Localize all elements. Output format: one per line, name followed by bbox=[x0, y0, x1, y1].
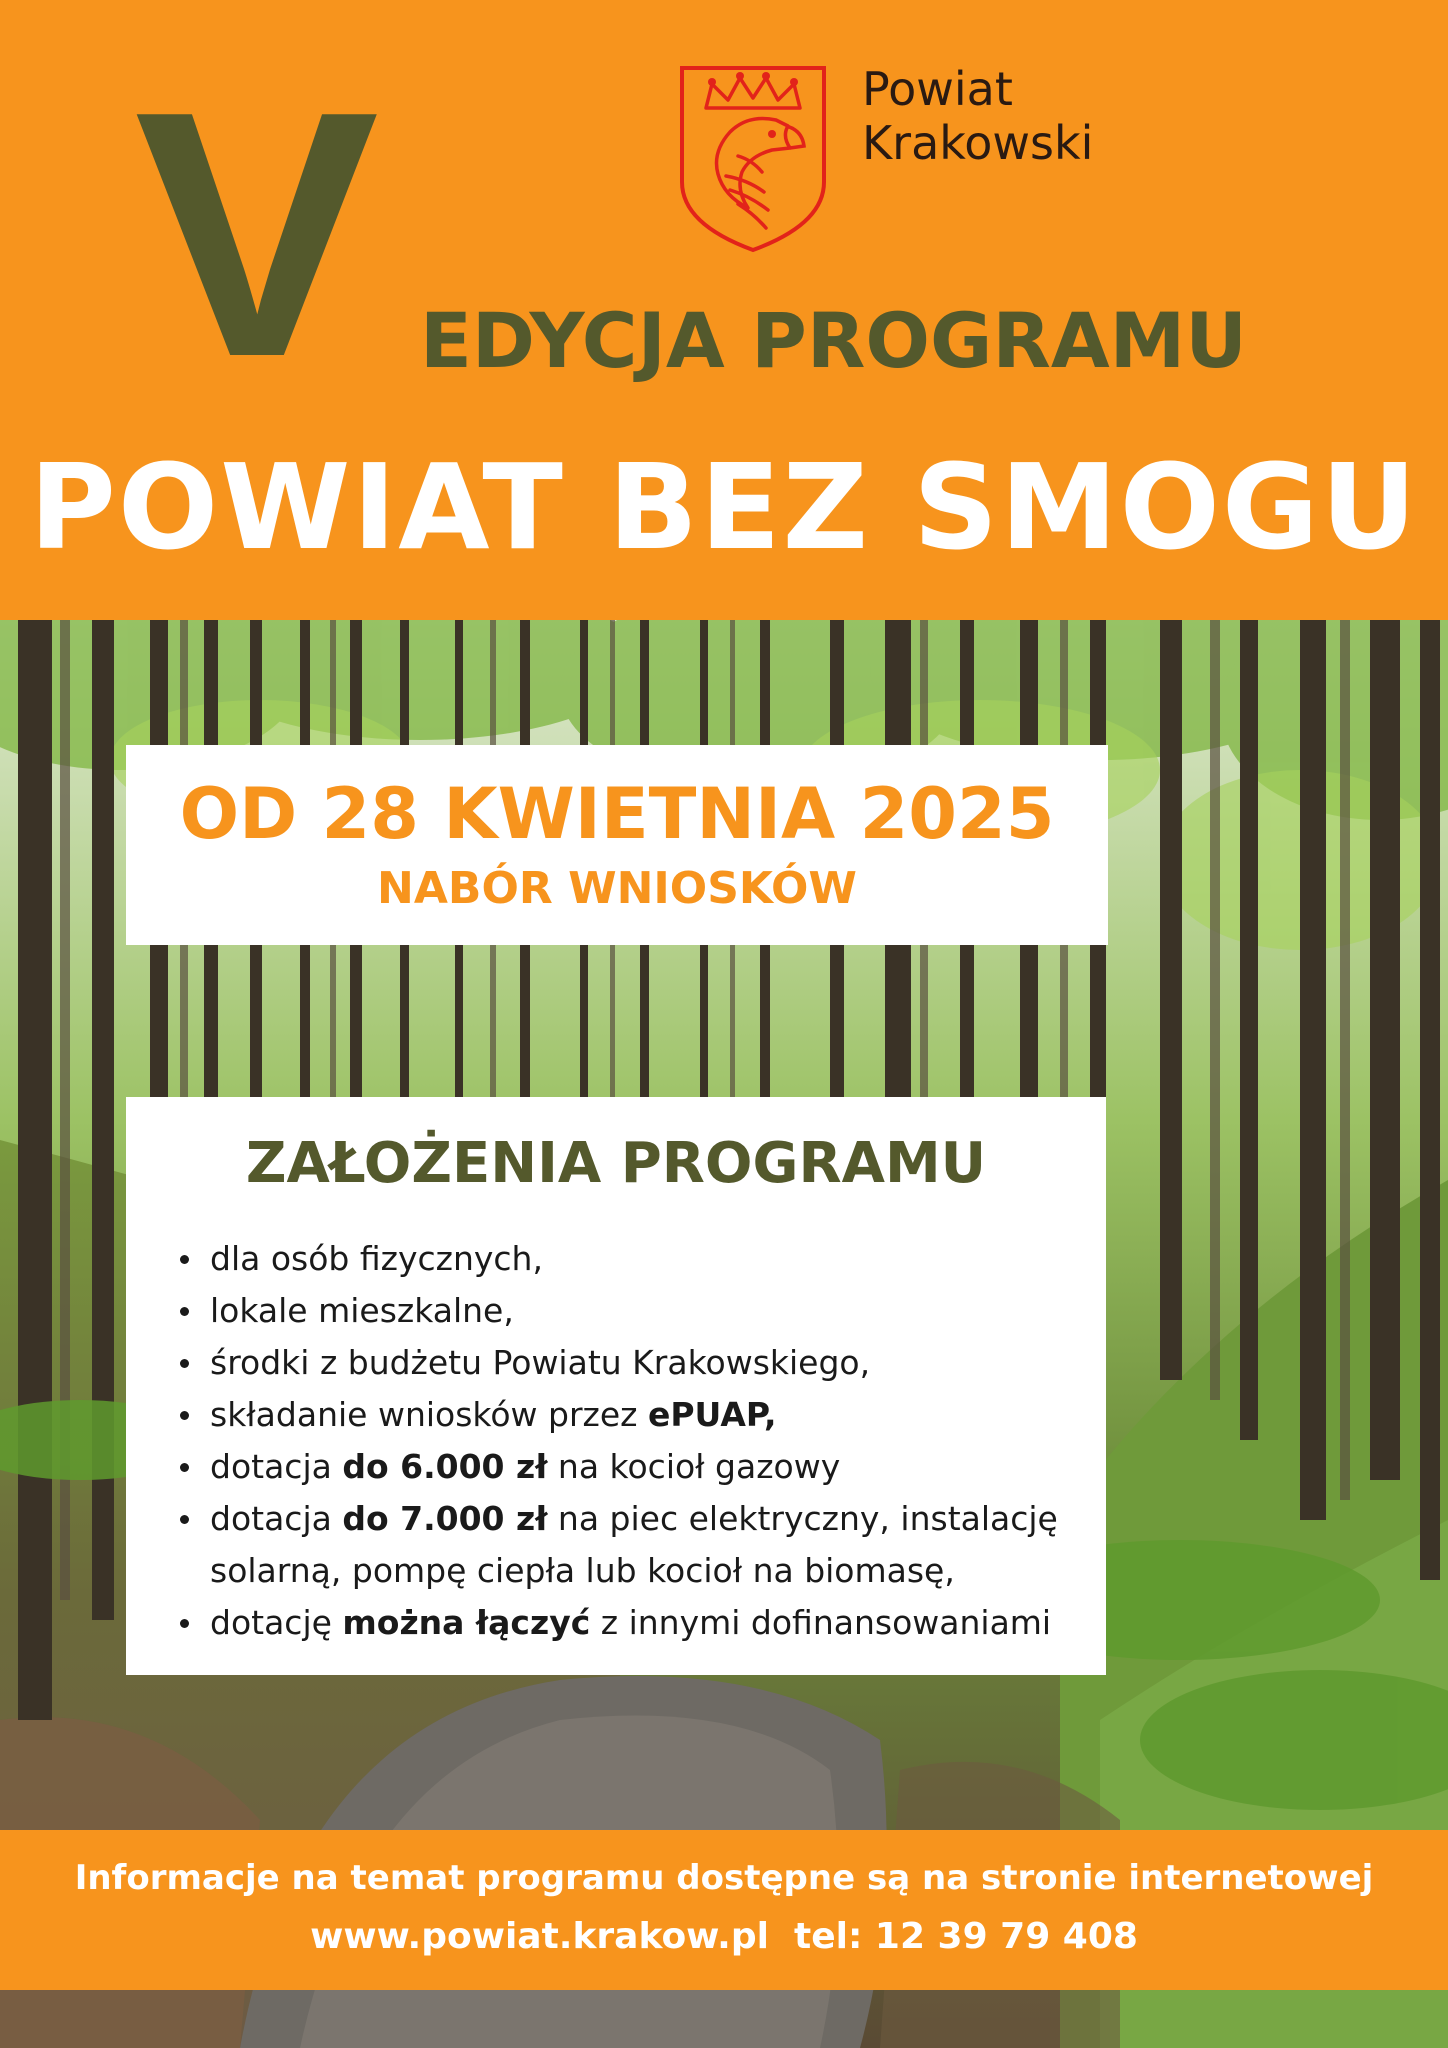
program-rules-panel bbox=[126, 1097, 1106, 1675]
rule-item: składanie wniosków przez ePUAP, bbox=[176, 1389, 1096, 1441]
contact-line bbox=[0, 1916, 1448, 1957]
brand-line-1: Powiat bbox=[862, 62, 1013, 116]
program-title: POWIAT BEZ SMOGU bbox=[29, 438, 1419, 576]
date-panel bbox=[126, 745, 1108, 945]
rule-item: dla osób fizycznych, bbox=[176, 1233, 1096, 1285]
rule-item: dotacja do 6.000 zł na kocioł gazowy bbox=[176, 1441, 1096, 1493]
edition-roman-numeral: V bbox=[134, 39, 380, 430]
brand-line-2: Krakowski bbox=[862, 116, 1094, 170]
phone-number[interactable]: tel: 12 39 79 408 bbox=[794, 1916, 1138, 1957]
eagle-crest-icon bbox=[678, 64, 828, 254]
website-link[interactable]: www.powiat.krakow.pl bbox=[310, 1916, 769, 1957]
start-date: OD 28 KWIETNIA 2025 bbox=[179, 773, 1055, 855]
header-band bbox=[0, 0, 1448, 620]
rule-item: lokale mieszkalne, bbox=[176, 1285, 1096, 1337]
info-text: Informacje na temat programu dostępne są na stronie internetowej bbox=[74, 1858, 1374, 1898]
rule-item: dotację można łączyć z innymi dofinansowaniami bbox=[176, 1597, 1096, 1649]
rules-title: ZAŁOŻENIA PROGRAMU bbox=[245, 1131, 987, 1196]
brand-name bbox=[862, 62, 1093, 170]
footer-band bbox=[0, 1830, 1448, 1990]
rule-item: dotacja do 7.000 zł na piec elektryczny, instalację solarną, pompę ciepła lub kocioł na biomasę, bbox=[176, 1493, 1096, 1597]
edition-label: EDYCJA PROGRAMU bbox=[420, 296, 1248, 385]
rules-list bbox=[176, 1233, 1096, 1649]
rule-item: środki z budżetu Powiatu Krakowskiego, bbox=[176, 1337, 1096, 1389]
application-intake-label: NABÓR WNIOSKÓW bbox=[377, 863, 857, 914]
